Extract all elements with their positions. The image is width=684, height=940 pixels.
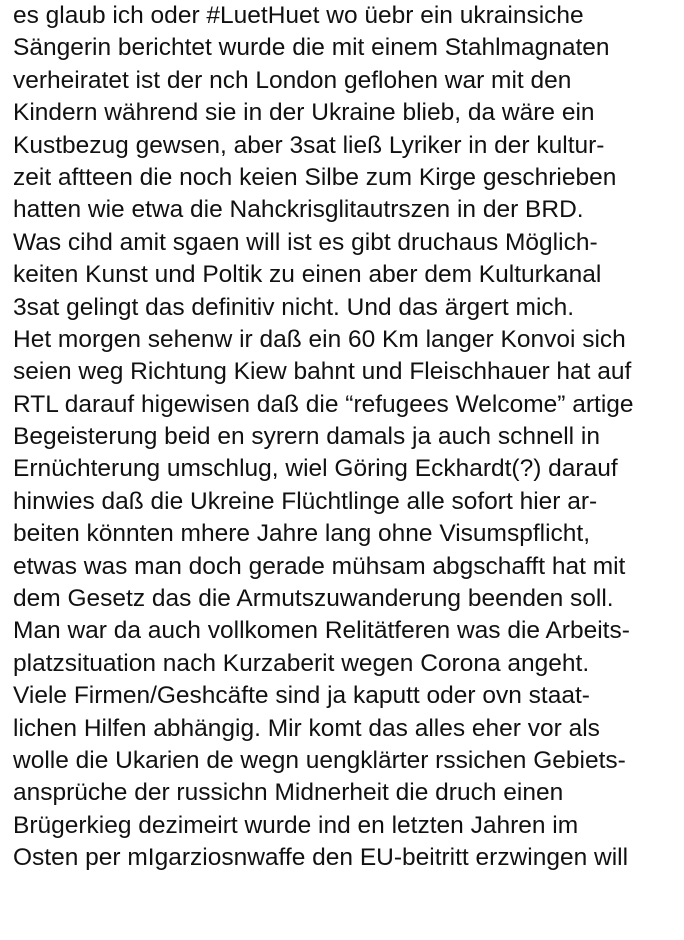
- text-line-24: wolle die Ukarien de wegn uengklärter rssichen Gebiets-: [13, 746, 626, 774]
- text-line-11: Het morgen sehenw ir daß ein 60 Km langer Konvoi sich: [13, 325, 626, 353]
- text-line-9: keiten Kunst und Poltik zu einen aber dem Kulturkanal: [13, 261, 602, 289]
- text-line-25: ansprüche der russichn Midnerheit die druch einen: [13, 779, 564, 807]
- text-line-2: Sängerin berichtet wurde die mit einem Stahlmagnaten: [13, 34, 610, 62]
- document-body: [13, 0, 678, 875]
- text-line-3: verheiratet ist der nch London geflohen war mit den: [13, 66, 572, 94]
- text-line-12: seien weg Richtung Kiew bahnt und Fleischhauer hat auf: [13, 358, 632, 386]
- text-line-8: Was cihd amit sgaen will ist es gibt druchaus Möglich-: [13, 228, 598, 256]
- text-line-1: es glaub ich oder #LuetHuet wo üebr ein ukrainsiche: [13, 2, 584, 29]
- text-line-16: hinwies daß die Ukreine Flüchtlinge alle sofort hier ar-: [13, 487, 598, 515]
- text-line-13: RTL darauf higewisen daß die “refugees Welcome” artige: [13, 390, 634, 418]
- text-line-17: beiten könnten mhere Jahre lang ohne Visumspflicht,: [13, 520, 591, 548]
- text-line-18: etwas was man doch gerade mühsam abgschafft hat mit: [13, 552, 626, 580]
- text-line-15: Ernüchterung umschlug, wiel Göring Eckhardt(?) darauf: [13, 455, 618, 483]
- text-line-14: Begeisterung beid en syrern damals ja auch schnell in: [13, 423, 600, 451]
- text-line-4: Kindern während sie in der Ukraine blieb, da wäre ein: [13, 99, 595, 127]
- text-line-20: Man war da auch vollkomen Relitätferen was die Arbeits-: [13, 617, 630, 645]
- text-line-19: dem Gesetz das die Armutszuwanderung beenden soll.: [13, 585, 614, 613]
- text-line-21: platzsituation nach Kurzaberit wegen Corona angeht.: [13, 649, 590, 677]
- text-line-10: 3sat gelingt das definitiv nicht. Und das ärgert mich.: [13, 293, 575, 321]
- text-line-23: lichen Hilfen abhängig. Mir komt das alles eher vor als: [13, 714, 600, 742]
- text-line-6: zeit aftteen die noch keien Silbe zum Kirge geschrieben: [13, 163, 617, 191]
- text-line-22: Viele Firmen/Geshcäfte sind ja kaputt oder ovn staat-: [13, 682, 590, 710]
- text-line-27: Osten per mIgarziosnwaffe den EU-beitritt erzwingen will: [13, 844, 629, 872]
- text-line-26: Brügerkieg dezimeirt wurde ind en letzten Jahren im: [13, 811, 579, 839]
- text-line-7: hatten wie etwa die Nahckrisglitautrszen in der BRD.: [13, 196, 584, 224]
- text-line-5: Kustbezug gewsen, aber 3sat ließ Lyriker in der kultur-: [13, 131, 605, 159]
